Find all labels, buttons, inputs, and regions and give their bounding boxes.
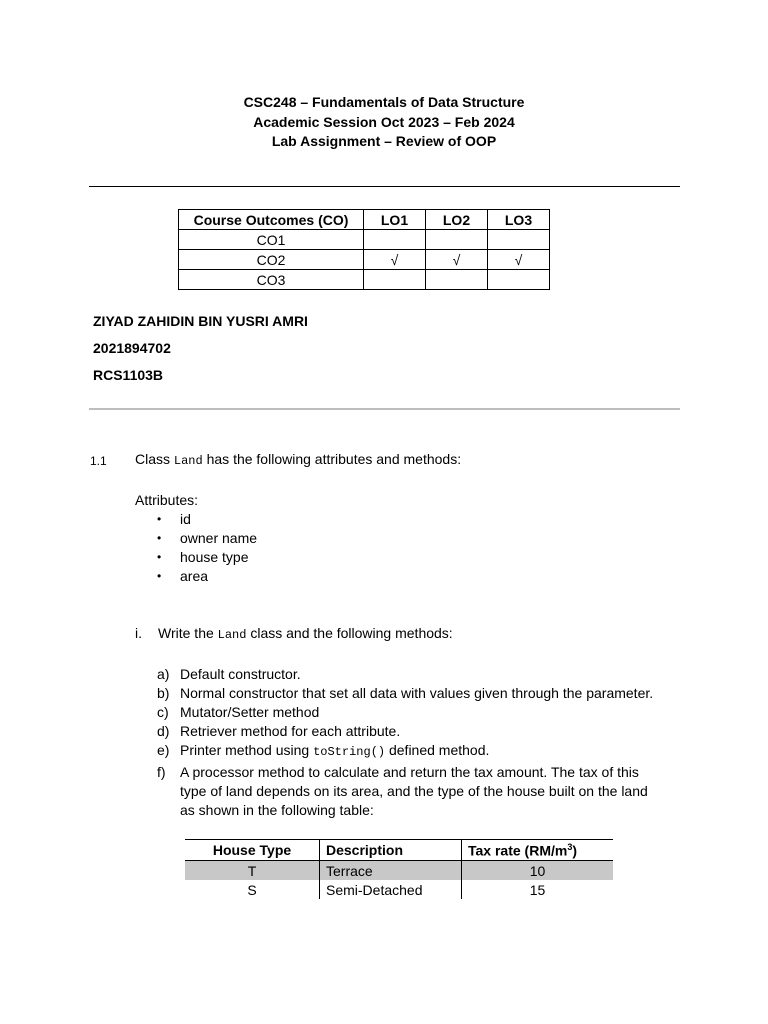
checkmark-cell: √: [426, 250, 488, 270]
list-item: Default constructor.: [180, 666, 301, 682]
list-item: area: [180, 568, 209, 584]
co-header-lo3: LO3: [488, 210, 550, 230]
question-intro: [135, 451, 461, 468]
list-item-continuation: as shown in the following table:: [180, 802, 374, 818]
code-method-name: toString(): [313, 745, 386, 759]
method-letter: c): [157, 704, 169, 720]
student-name: ZIYAD ZAHIDIN BIN YUSRI AMRI: [93, 313, 308, 329]
bullet-icon: •: [157, 512, 162, 526]
doc-title-assignment: Lab Assignment – Review of OOP: [271, 133, 497, 149]
tax-rate-close: ): [572, 842, 578, 859]
co-header-lo2: LO2: [426, 210, 488, 230]
co-cell: [488, 270, 550, 290]
table-row: [179, 250, 550, 270]
section-divider: [89, 408, 680, 410]
bullet-icon: •: [157, 550, 162, 564]
tax-cell-description: Semi-Detached: [320, 880, 462, 899]
bullet-icon: •: [157, 531, 162, 545]
list-item: Retriever method for each attribute.: [180, 723, 401, 739]
tax-rate-table: [185, 839, 613, 899]
list-item: [180, 742, 489, 759]
tax-header-rate: [462, 840, 614, 861]
header-divider: [89, 186, 680, 187]
tax-cell-description: Terrace: [320, 861, 462, 881]
co-cell: [364, 270, 426, 290]
co-header-course-outcomes: Course Outcomes (CO): [179, 210, 364, 230]
list-item: A processor method to calculate and return the tax amount. The tax of this: [180, 764, 639, 780]
tax-cell-type: T: [185, 861, 320, 881]
co-cell: CO1: [179, 230, 364, 250]
list-item: house type: [180, 549, 249, 565]
code-class-name: Land: [217, 628, 247, 642]
question-intro-text: has the following attributes and methods:: [202, 451, 462, 467]
list-item: owner name: [180, 530, 258, 546]
code-class-name: Land: [173, 454, 203, 468]
course-outcomes-table: [178, 209, 550, 290]
checkmark-cell: √: [488, 250, 550, 270]
co-table-header-row: [179, 210, 550, 230]
method-letter: d): [157, 723, 170, 739]
co-cell: CO3: [179, 270, 364, 290]
student-id: 2021894702: [93, 340, 171, 356]
part-instruction-text: class and the following methods:: [246, 625, 453, 641]
co-cell: CO2: [179, 250, 364, 270]
tax-header-description: Description: [320, 840, 462, 861]
list-item: id: [180, 511, 191, 527]
list-item-continuation: type of land depends on its area, and the type of the house built on the land: [180, 783, 648, 799]
tax-header-house-type: House Type: [185, 840, 320, 861]
tax-table-header-row: [185, 840, 613, 861]
part-instruction-text: Write the: [158, 625, 218, 641]
table-row: [179, 270, 550, 290]
question-number: 1.1: [90, 454, 107, 468]
tax-cell-rate: 15: [529, 881, 546, 898]
co-cell: [426, 270, 488, 290]
part-label: i.: [135, 625, 142, 641]
list-item: Mutator/Setter method: [180, 704, 320, 720]
student-group: RCS1103B: [93, 367, 164, 383]
method-text: Printer method using: [180, 742, 314, 758]
tax-rate-label: Tax rate (RM/m: [468, 842, 568, 859]
checkmark-cell: √: [364, 250, 426, 270]
method-letter: a): [157, 666, 170, 682]
co-header-lo1: LO1: [364, 210, 426, 230]
tax-cell-type: S: [185, 880, 320, 899]
tax-rate-exponent: 3: [567, 841, 573, 852]
tax-cell-rate: 10: [462, 861, 614, 881]
table-row: [185, 861, 613, 881]
method-letter: e): [157, 742, 170, 758]
attributes-label: Attributes:: [135, 492, 199, 508]
method-text: defined method.: [385, 742, 490, 758]
bullet-icon: •: [157, 569, 162, 583]
part-instruction: [158, 625, 453, 642]
co-cell: [426, 230, 488, 250]
list-item: Normal constructor that set all data with values given through the parameter.: [180, 685, 654, 701]
co-cell: [364, 230, 426, 250]
method-letter: b): [157, 685, 170, 701]
doc-title-course: CSC248 – Fundamentals of Data Structure: [243, 94, 525, 110]
question-intro-text: Class: [135, 451, 174, 467]
table-row: [185, 880, 613, 899]
method-letter: f): [157, 764, 166, 780]
table-row: [179, 230, 550, 250]
doc-title-session: Academic Session Oct 2023 – Feb 2024: [253, 114, 515, 130]
co-cell: [488, 230, 550, 250]
